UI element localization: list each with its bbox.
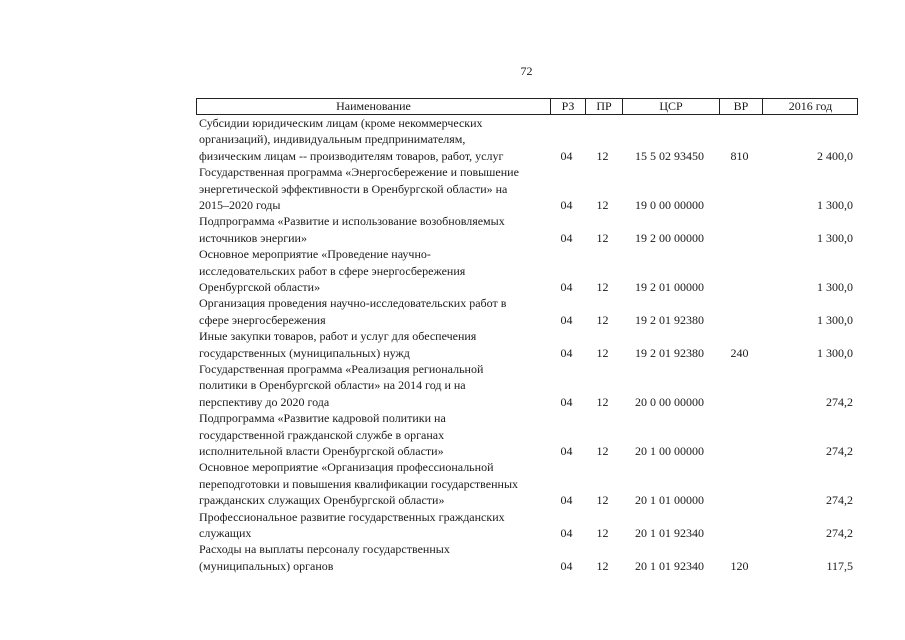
cell-rz: 04 (560, 394, 573, 409)
cell-rz: 04 (560, 525, 573, 540)
row-name-line: источников энергии» (199, 230, 307, 245)
cell-sum: 1 300,0 (817, 279, 853, 294)
cell-rz: 04 (560, 345, 573, 360)
cell-rz: 04 (560, 312, 573, 327)
table-row (196, 509, 858, 542)
row-name-line: 2015–2020 годы (199, 198, 281, 212)
table-row (196, 164, 858, 213)
row-name-line: сфере энергосбережения (199, 312, 326, 327)
row-name-line: Профессиональное развитие государственных гражданских (199, 509, 505, 524)
row-name-line: Субсидии юридическим лицам (кроме некоммерческих (199, 116, 483, 130)
table-row (196, 410, 858, 459)
table-row (196, 361, 858, 410)
row-name-line: Оренбургской области» (199, 279, 321, 294)
row-name-line: Расходы на выплаты персоналу государственных (199, 542, 450, 557)
cell-csr: 15 5 02 93450 (635, 148, 704, 163)
cell-csr: 20 1 01 92340 (635, 558, 704, 573)
row-name (199, 541, 549, 574)
row-name (199, 410, 549, 459)
cell-rz: 04 (560, 493, 573, 508)
header-rz: РЗ (550, 99, 585, 114)
table-row (196, 115, 858, 164)
cell-csr: 19 0 00 00000 (635, 197, 704, 212)
row-name-line: переподготовки и повышения квалификации государственных (199, 476, 519, 491)
row-name-line: гражданских служащих Оренбургской области» (199, 493, 445, 508)
cell-pr: 12 (596, 148, 609, 163)
cell-csr: 19 2 01 92380 (635, 345, 704, 360)
cell-sum: 1 300,0 (817, 197, 853, 212)
cell-pr: 12 (596, 493, 609, 508)
table-row (196, 246, 858, 295)
cell-csr: 19 2 01 00000 (635, 279, 704, 294)
cell-sum: 274,2 (826, 525, 853, 540)
row-name-line: политики в Оренбургской области» на 2014 год и на (199, 378, 466, 393)
row-name (199, 459, 549, 508)
budget-table (196, 98, 858, 574)
row-name-line: служащих (199, 525, 252, 540)
cell-rz: 04 (560, 443, 573, 458)
cell-pr: 12 (596, 230, 609, 245)
row-name (199, 164, 549, 213)
cell-csr: 20 1 00 00000 (635, 443, 704, 458)
cell-sum: 274,2 (826, 394, 853, 409)
row-name-line: перспективу до 2020 года (199, 394, 330, 409)
row-name-line: (муниципальных) органов (199, 558, 334, 573)
row-name (199, 509, 549, 542)
table-row (196, 295, 858, 328)
table-row (196, 541, 858, 574)
table-row (196, 213, 858, 246)
row-name-line: Государственная программа «Энергосбережение и повышение (199, 165, 519, 180)
cell-rz: 04 (560, 279, 573, 294)
table-row (196, 459, 858, 508)
row-name-line: исследовательских работ в сфере энергосбережения (199, 263, 466, 278)
cell-csr: 20 1 01 92340 (635, 525, 704, 540)
header-name: Наименование (336, 99, 411, 113)
row-name-line: Организация проведения научно-исследовательских работ в (199, 296, 507, 311)
cell-csr: 19 2 00 00000 (635, 230, 704, 245)
cell-pr: 12 (596, 345, 609, 360)
cell-csr: 19 2 01 92380 (635, 312, 704, 327)
cell-sum: 117,5 (826, 558, 853, 573)
table-body (196, 115, 858, 574)
row-name-line: Основное мероприятие «Проведение научно- (199, 247, 431, 262)
row-name-line: организаций), индивидуальным предпринимателям, (199, 132, 466, 147)
cell-csr: 20 0 00 00000 (635, 394, 704, 409)
cell-pr: 12 (596, 443, 609, 458)
cell-sum: 1 300,0 (817, 230, 853, 245)
cell-pr: 12 (596, 197, 609, 212)
cell-pr: 12 (596, 525, 609, 540)
row-name (199, 246, 549, 295)
row-name-line: государственной гражданской службе в органах (199, 427, 445, 442)
page-number: 72 (520, 64, 533, 78)
row-name (199, 213, 549, 246)
cell-sum: 274,2 (826, 443, 853, 458)
header-csr: ЦСР (622, 99, 719, 114)
row-name-line: государственных (муниципальных) нужд (199, 345, 410, 360)
cell-pr: 12 (596, 312, 609, 327)
cell-pr: 12 (596, 279, 609, 294)
cell-sum: 1 300,0 (817, 312, 853, 327)
cell-pr: 12 (596, 394, 609, 409)
row-name-line: энергетической эффективности в Оренбургской области» на (199, 181, 508, 196)
row-name (199, 115, 549, 164)
cell-pr: 12 (596, 558, 609, 573)
cell-csr: 20 1 01 00000 (635, 493, 704, 508)
cell-rz: 04 (560, 197, 573, 212)
cell-sum: 1 300,0 (817, 345, 853, 360)
row-name-line: Иные закупки товаров, работ и услуг для обеспечения (199, 329, 477, 344)
row-name-line: Подпрограмма «Развитие и использование возобновляемых (199, 214, 505, 229)
cell-rz: 04 (560, 558, 573, 573)
row-name-line: исполнительной власти Оренбургской области» (199, 443, 444, 458)
cell-rz: 04 (560, 148, 573, 163)
cell-vr: 240 (730, 345, 749, 360)
row-name (199, 328, 549, 361)
row-name-line: Основное мероприятие «Организация профессиональной (199, 460, 494, 475)
cell-rz: 04 (560, 230, 573, 245)
cell-vr: 120 (730, 558, 749, 573)
cell-vr: 810 (730, 148, 749, 163)
cell-sum: 274,2 (826, 493, 853, 508)
row-name-line: Подпрограмма «Развитие кадровой политики на (199, 411, 446, 426)
header-pr: ПР (585, 99, 622, 114)
row-name-line: физическим лицам -- производителям товаров, работ, услуг (199, 148, 504, 163)
row-name-line: Государственная программа «Реализация региональной (199, 361, 484, 376)
header-vr: ВР (719, 99, 762, 114)
row-name (199, 361, 549, 410)
cell-sum: 2 400,0 (817, 148, 853, 163)
header-year: 2016 год (762, 99, 858, 114)
row-name (199, 295, 549, 328)
table-header (196, 98, 858, 115)
table-row (196, 328, 858, 361)
